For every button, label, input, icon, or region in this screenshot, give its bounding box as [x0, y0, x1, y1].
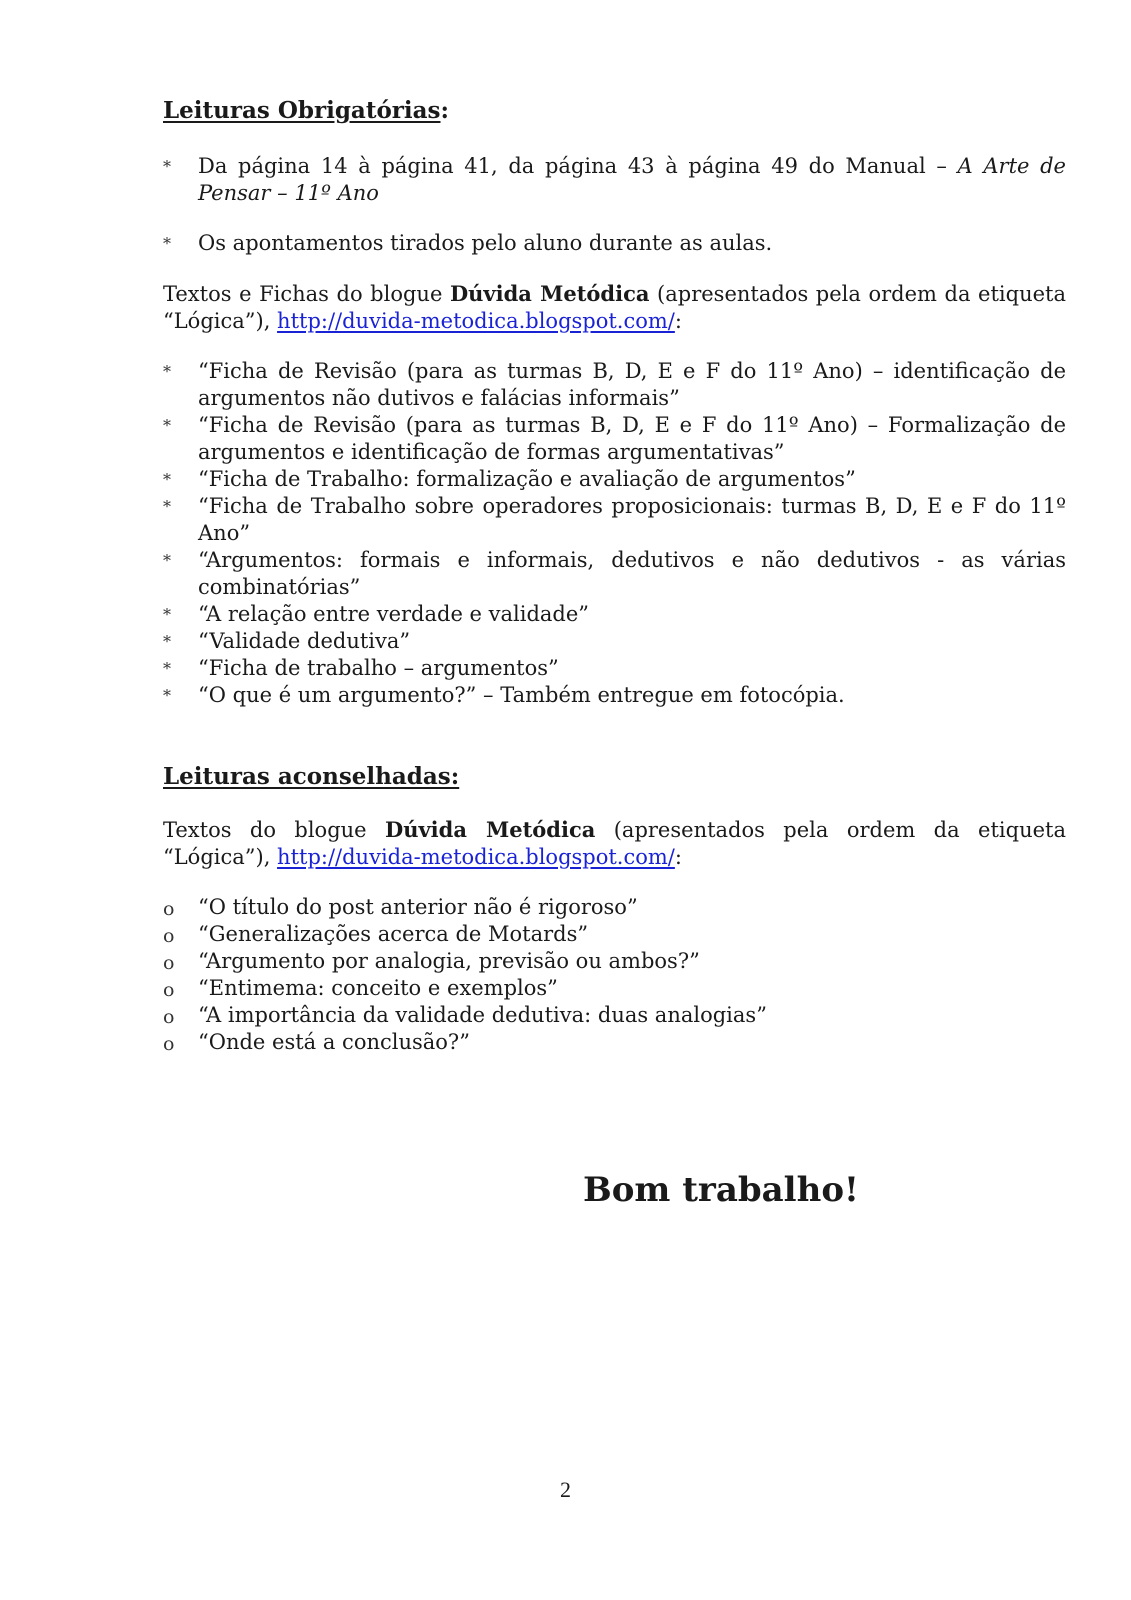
asterisk-bullet-icon: * — [163, 659, 171, 678]
required-notes-list — [163, 230, 1066, 257]
asterisk-bullet-icon: * — [163, 470, 171, 489]
circle-bullet-icon: o — [163, 898, 175, 920]
required-readings-list — [163, 358, 1066, 709]
list-item: * “O que é um argumento?” – Também entregue em fotocópia. — [163, 683, 845, 707]
circle-bullet-icon: o — [163, 925, 175, 947]
required-readings-heading: Leituras Obrigatórias: — [163, 97, 449, 124]
asterisk-bullet-icon: * — [163, 551, 171, 570]
asterisk-bullet-icon: * — [163, 632, 171, 651]
list-item: o “Entimema: conceito e exemplos” — [163, 975, 1066, 1002]
list-item: * “Ficha de Trabalho sobre operadores proposicionais: turmas B, D, E e F do 11º Ano” — [163, 494, 1066, 545]
blog-link[interactable]: http://duvida-metodica.blogspot.com/ — [277, 309, 675, 333]
list-item: o “A importância da validade dedutiva: duas analogias” — [163, 1002, 1066, 1029]
list-item: * Da página 14 à página 41, da página 43 à página 49 do Manual – A Arte de Pensar – 11º Ano — [163, 154, 1066, 205]
blog-name: Dúvida Metódica — [449, 281, 650, 306]
list-item: * “Ficha de trabalho – argumentos” — [163, 656, 559, 680]
recommended-readings-list — [163, 894, 1066, 1056]
recommended-intro-paragraph: Textos do blogue Dúvida Metódica (apresentados pela ordem da etiqueta “Lógica”), http://duvida-metodica.blogspot.com/: — [163, 817, 1066, 869]
list-item: * “Argumentos: formais e informais, dedutivos e não dedutivos - as várias combinatórias” — [163, 548, 1066, 599]
page-content — [163, 95, 1066, 1056]
circle-bullet-icon: o — [163, 1006, 175, 1028]
list-item: * “Ficha de Revisão (para as turmas B, D, E e F do 11º Ano) – Formalização de argumentos e identificação de formas argumentativas” — [163, 413, 1066, 464]
list-item: o “O título do post anterior não é rigoroso” — [163, 894, 1066, 921]
list-item: * “Ficha de Trabalho: formalização e avaliação de argumentos” — [163, 467, 856, 491]
list-item: * “Ficha de Revisão (para as turmas B, D, E e F do 11º Ano) – identificação de argumentos não dutivos e falácias informais” — [163, 359, 1066, 410]
page-number: 2 — [560, 1477, 571, 1502]
required-intro-paragraph: Textos e Fichas do blogue Dúvida Metódica (apresentados pela ordem da etiqueta “Lógica”), http://duvida-metodica.blogspot.com/: — [163, 281, 1066, 333]
list-item: * Os apontamentos tirados pelo aluno durante as aulas. — [163, 231, 773, 255]
asterisk-bullet-icon: * — [163, 605, 171, 624]
asterisk-bullet-icon: * — [163, 686, 171, 705]
circle-bullet-icon: o — [163, 952, 175, 974]
list-item: * “A relação entre verdade e validade” — [163, 602, 590, 626]
blog-name: Dúvida Metódica — [384, 817, 596, 842]
required-manual-list — [163, 153, 1066, 207]
manual-title: A Arte de Pensar – 11º Ano — [198, 154, 1066, 205]
asterisk-bullet-icon: * — [163, 362, 171, 381]
asterisk-bullet-icon: * — [163, 157, 171, 176]
asterisk-bullet-icon: * — [163, 497, 171, 516]
circle-bullet-icon: o — [163, 1033, 175, 1055]
closing-message: Bom trabalho! — [583, 1170, 859, 1210]
circle-bullet-icon: o — [163, 979, 175, 1001]
asterisk-bullet-icon: * — [163, 416, 171, 435]
recommended-readings-heading: Leituras aconselhadas: — [163, 763, 460, 790]
blog-link[interactable]: http://duvida-metodica.blogspot.com/ — [277, 845, 675, 869]
list-item: o “Argumento por analogia, previsão ou ambos?” — [163, 948, 1066, 975]
list-item: o “Generalizações acerca de Motards” — [163, 921, 1066, 948]
list-item: o “Onde está a conclusão?” — [163, 1029, 1066, 1056]
list-item: * “Validade dedutiva” — [163, 629, 411, 653]
asterisk-bullet-icon: * — [163, 234, 171, 253]
